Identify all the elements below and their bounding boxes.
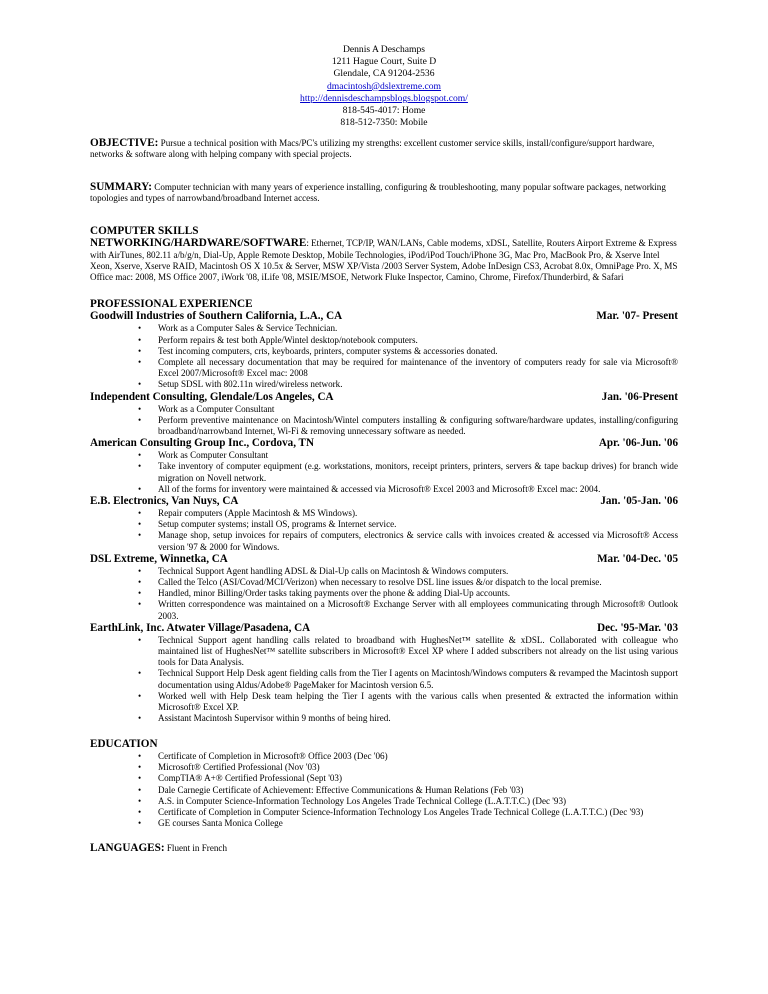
languages-text: Fluent in French [166, 843, 227, 854]
job-dates: Apr. '06-Jun. '06 [598, 437, 678, 450]
job-bullet: • Worked well with Help Desk team helping the Tier I agents with the various calls when presented & extracted the information within Microsoft® Excel XP. [90, 691, 678, 713]
job-title-row [90, 622, 678, 635]
education-item: • GE courses Santa Monica College [90, 818, 678, 829]
education-item: • A.S. in Computer Science-Information Technology Los Angeles Trade Technical College (L.A.T.T.C.) (Dec '93) [90, 796, 678, 807]
job-title-row [90, 553, 678, 566]
blog-link[interactable]: http://dennisdeschampsblogs.blogspot.com/ [300, 92, 468, 104]
skills-heading: COMPUTER SKILLS [90, 224, 199, 237]
job-title-row [90, 437, 678, 450]
job-company: DSL Extreme, Winnetka, CA [90, 552, 228, 565]
job-bullets [90, 635, 678, 725]
skills-text: : Ethernet, TCP/IP, WAN/LANs, Cable modems, xDSL, Satellite, Routers Airport Extreme & Express with AirTunes, 802.11 a/b/g/n, Dial-Up, Apple Remote Desktop, Mobile Technologies, iPod/iPod Touch/iPhone 3G, Mac Pro, MacBook Pro, & Xserve Intel Xeon, Xserve, Xserve RAID, Macintosh OS X 10.5x & Server, MSW XP/Vista /2003 Server System, Adobe InDesign CS3, Acrobat 8.0x, OmniPage Pro. X, MS Office mac: 2008, MS Office 2007, iWork '08, iLife '08, MSIE/MSOE, Network Fluke Inspector, Camino, Chrome, Firefox/Thunderbird, & Safari [90, 238, 678, 283]
objective-label: OBJECTIVE: [90, 137, 159, 149]
summary-text: Computer technician with many years of experience installing, configuring & troubleshooting, many popular software packages, networking topologies and types of narrowband/broadband Internet access. [90, 181, 666, 204]
job-bullet: • Work as a Computer Sales & Service Technician. [90, 323, 678, 334]
job-bullet: • Work as a Computer Consultant [90, 404, 678, 415]
experience-list [90, 310, 678, 724]
job-company: Independent Consulting, Glendale/Los Angeles, CA [90, 390, 334, 403]
job-bullet: • Repair computers (Apple Macintosh & MS Windows). [90, 508, 678, 519]
education-item: • Certificate of Completion in Microsoft® Office 2003 (Dec '06) [90, 751, 678, 762]
job-bullet: • Handled, minor Billing/Order tasks taking payments over the phone & adding Dial-Up accounts. [90, 588, 678, 599]
name: Dennis A Deschamps [342, 44, 426, 55]
job-company: American Consulting Group Inc., Cordova, TN [90, 437, 314, 450]
job-bullet: • Setup SDSL with 802.11n wired/wireless network. [90, 379, 678, 390]
job-title-row [90, 310, 678, 323]
objective-section [90, 138, 678, 161]
mobile-phone: 818-512-7350: Mobile [340, 117, 428, 129]
skills-subheading: NETWORKING/HARDWARE/SOFTWARE [90, 237, 307, 250]
skills-section [90, 237, 678, 284]
job-bullet: • Technical Support agent handling calls related to broadband with HughesNet™ satellite & xDSL. Collaborated with colleague who maintained list of HughesNet™ satellite subscribers in Microsoft® Excel XP where I added subscribers not already on the list using various tools for Data Analysis. [90, 635, 678, 669]
contact-header [0, 44, 768, 129]
home-phone: 818-545-4017: Home [342, 105, 426, 117]
job-bullet: • Setup computer systems; install OS, programs & Internet service. [90, 519, 678, 530]
job-bullet: • Called the Telco (ASI/Covad/MCI/Verizon) when necessary to resolve DSL line issues &/or dispatch to the local premise. [90, 577, 678, 588]
resume-body [90, 138, 678, 855]
job-bullets [90, 450, 678, 495]
job-bullet: • Complete all necessary documentation that may be required for maintenance of the inventory of computers ready for sale via Microsoft® Excel 2007/Microsoft® Excel mac: 2008 [90, 357, 678, 379]
job-bullet: • Take inventory of computer equipment (e.g. workstations, monitors, receipt printers, printers, servers & tape backup drives) for branch wide migration on Novell network. [90, 461, 678, 483]
languages-label: LANGUAGES: [90, 842, 165, 855]
job-bullet: • Technical Support Help Desk agent fielding calls from the Tier I agents on Macintosh/Windows computers & revamped the Macintosh support documentation using Aldus/Adobe® PageMaker for Macintosh version 6.5. [90, 668, 678, 690]
education-item: • CompTIA® A+® Certified Professional (Sept '03) [90, 773, 678, 784]
job-bullet: • Work as Computer Consultant [90, 450, 678, 461]
job-dates: Mar. '07- Present [596, 310, 678, 323]
job-company: Goodwill Industries of Southern California, L.A., CA [90, 310, 343, 323]
job-bullet: • Written correspondence was maintained on a Microsoft® Exchange Server with all employees communicating through Microsoft® Outlook 2003. [90, 599, 678, 621]
job-bullet: • Perform repairs & test both Apple/Wintel desktop/notebook computers. [90, 335, 678, 346]
job-bullets [90, 508, 678, 553]
job-bullet: • Assistant Macintosh Supervisor within 9 months of being hired. [90, 713, 678, 724]
job-bullet: • Perform preventive maintenance on Macintosh/Wintel computers installing & configuring software/hardware updates, installing/configuring broadband/narrowband Internet, Wi-Fi & removing unnecessary software as needed. [90, 415, 678, 437]
job-bullets [90, 323, 678, 390]
languages-section [90, 843, 678, 854]
summary-label: SUMMARY: [90, 180, 152, 193]
job-dates: Mar. '04-Dec. '05 [597, 552, 678, 565]
objective-text: Pursue a technical position with Macs/PC's utilizing my strengths: excellent customer service skills, install/configure/support hardware, networks & software along with helping company with special projects. [90, 138, 655, 160]
education-item: • Dale Carnegie Certificate of Achievement: Effective Communications & Human Relations (Feb '03) [90, 785, 678, 796]
job-dates: Dec. '95-Mar. '03 [597, 621, 678, 634]
experience-heading: PROFESSIONAL EXPERIENCE [90, 297, 253, 310]
address-line-1: 1211 Hague Court, Suite D [331, 56, 437, 68]
education-item: • Certificate of Completion in Computer Science-Information Technology Los Angeles Trade Technical College (L.A.T.T.C.) (Dec '93) [90, 807, 678, 818]
job-bullets [90, 404, 678, 438]
job-bullet: • Test incoming computers, crts, keyboards, printers, computer systems & accessories donated. [90, 346, 678, 357]
education-heading: EDUCATION [90, 738, 158, 751]
job-dates: Jan. '06-Present [601, 390, 678, 403]
education-list [90, 751, 678, 829]
job-bullet: • All of the forms for inventory were maintained & accessed via Microsoft® Excel 2003 and Microsoft® Excel mac: 2004. [90, 484, 678, 495]
summary-section [90, 182, 678, 205]
job-bullet: • Technical Support Agent handling ADSL & Dial-Up calls on Macintosh & Windows computers. [90, 566, 678, 577]
job-title-row [90, 391, 678, 404]
address-line-2: Glendale, CA 91204-2536 [333, 68, 435, 80]
email-link[interactable]: dmacintosh@dslextreme.com [326, 80, 442, 92]
job-title-row [90, 495, 678, 508]
job-company: EarthLink, Inc. Atwater Village/Pasadena, CA [90, 621, 311, 634]
job-dates: Jan. '05-Jan. '06 [600, 494, 678, 507]
education-item: • Microsoft® Certified Professional (Nov '03) [90, 762, 678, 773]
job-bullets [90, 566, 678, 622]
job-bullet: • Manage shop, setup invoices for repairs of computers, electronics & service calls with invoices created & accessed via Microsoft® Access version '97 & 2000 for Windows. [90, 530, 678, 552]
job-company: E.B. Electronics, Van Nuys, CA [90, 494, 239, 507]
